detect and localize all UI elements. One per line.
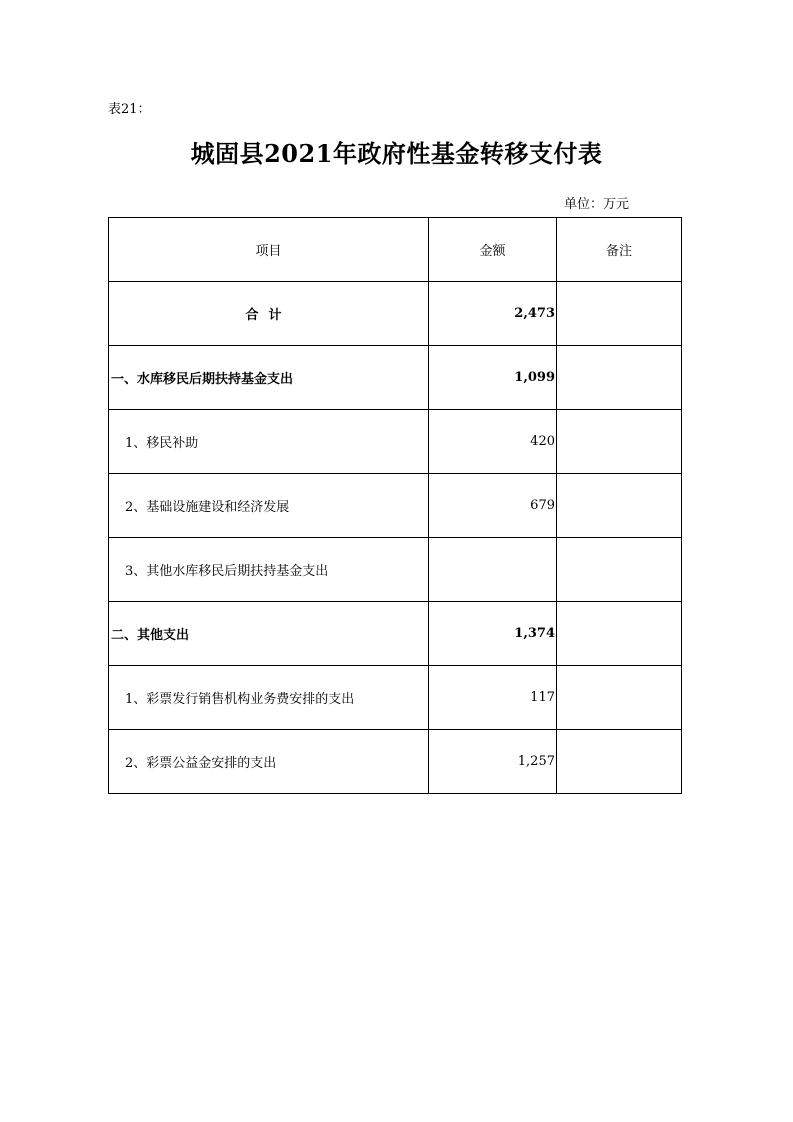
row-note	[557, 474, 682, 538]
row-note	[557, 666, 682, 730]
table-row	[109, 474, 682, 538]
row-note	[557, 730, 682, 794]
row-item: 合计	[109, 282, 429, 346]
table-number-label: 表21：	[108, 102, 151, 117]
row-amount: 1,374	[429, 602, 557, 666]
page-title: 城固县2021年政府性基金转移支付表	[190, 139, 603, 168]
table-row	[109, 538, 682, 602]
row-item: 2、彩票公益金安排的支出	[109, 730, 429, 794]
row-note	[557, 282, 682, 346]
row-note	[557, 346, 682, 410]
table-row-total	[109, 282, 682, 346]
row-amount: 117	[429, 666, 557, 730]
header-item: 项目	[109, 218, 429, 282]
header-amount: 金额	[429, 218, 557, 282]
row-note	[557, 538, 682, 602]
row-amount: 1,257	[429, 730, 557, 794]
fund-transfer-table	[108, 217, 682, 794]
row-item: 2、基础设施建设和经济发展	[109, 474, 429, 538]
row-item: 1、移民补助	[109, 410, 429, 474]
row-amount	[429, 538, 557, 602]
row-amount: 1,099	[429, 346, 557, 410]
table-row	[109, 410, 682, 474]
table-row-category	[109, 346, 682, 410]
row-note	[557, 602, 682, 666]
row-amount: 679	[429, 474, 557, 538]
unit-label: 单位：万元	[564, 197, 630, 212]
header-note: 备注	[557, 218, 682, 282]
table-row	[109, 730, 682, 794]
row-item: 1、彩票发行销售机构业务费安排的支出	[109, 666, 429, 730]
table-header-row	[109, 218, 682, 282]
table-row-category	[109, 602, 682, 666]
row-item: 二、其他支出	[109, 602, 429, 666]
table-row	[109, 666, 682, 730]
row-note	[557, 410, 682, 474]
row-item: 一、水库移民后期扶持基金支出	[109, 346, 429, 410]
row-amount: 420	[429, 410, 557, 474]
row-item: 3、其他水库移民后期扶持基金支出	[109, 538, 429, 602]
row-amount: 2,473	[429, 282, 557, 346]
